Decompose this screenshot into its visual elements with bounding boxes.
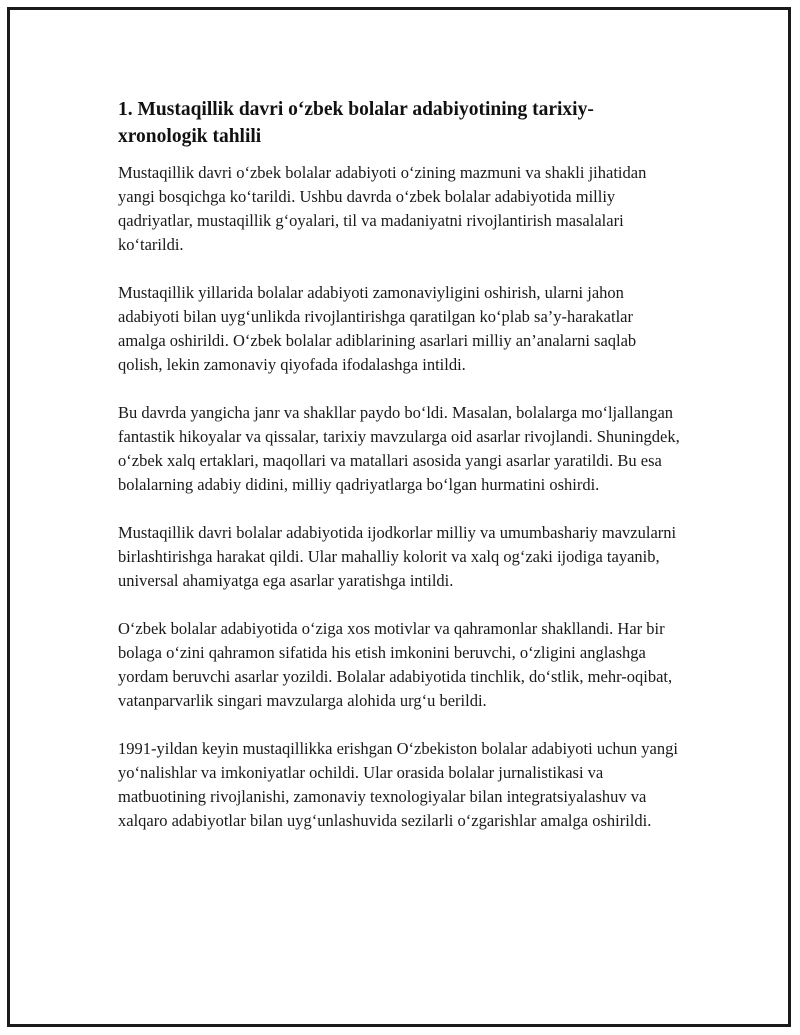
paragraph-6: 1991-yildan keyin mustaqillikka erishgan O‘zbekiston bolalar adabiyoti uchun yangi yo‘nalishlar va imkoniyatlar ochildi. Ular orasida bolalar jurnalistikasi va matbuotining rivojlanishi, zamonaviy texnologiyalar bilan integratsiyalashuv va xalqaro adabiyotlar bilan uyg‘unlashuvida sezilarli o‘zgarishlar amalga oshirildi. (118, 739, 678, 830)
paragraph-2: Mustaqillik yillarida bolalar adabiyoti zamonaviyligini oshirish, ularni jahon adabiyoti bilan uyg‘unlikda rivojlantirishga qaratilgan ko‘plab sa’y-harakatlar amalga oshirildi. O‘zbek bolalar adiblarining asarlari milliy an’analarni saqlab qolish, lekin zamonaviy qiyofada ifodalashga intildi. (118, 283, 637, 374)
document-body (118, 96, 683, 857)
section-heading: 1. Mustaqillik davri o‘zbek bolalar adabiyotining tarixiy-xronologik tahlili (118, 99, 594, 147)
paragraph-1: Mustaqillik davri o‘zbek bolalar adabiyoti o‘zining mazmuni va shakli jihatidan yangi bosqichga ko‘tarildi. Ushbu davrda o‘zbek bolalar adabiyotida milliy qadriyatlar, mustaqillik g‘oyalari, til va madaniyatni rivojlantirish masalalari ko‘tarildi. (118, 163, 647, 254)
paragraph-5: O‘zbek bolalar adabiyotida o‘ziga xos motivlar va qahramonlar shakllandi. Har bir bolaga o‘zini qahramon sifatida his etish imkonini beruvchi, o‘zligini anglashga yordam beruvchi asarlar yozildi. Bolalar adabiyotida tinchlik, do‘stlik, mehr-oqibat, vatanparvarlik singari mavzularga alohida urg‘u berildi. (118, 619, 673, 710)
paragraph-3: Bu davrda yangicha janr va shakllar paydo bo‘ldi. Masalan, bolalarga mo‘ljallangan fantastik hikoyalar va qissalar, tarixiy mavzularga oid asarlar rivojlandi. Shuningdek, o‘zbek xalq ertaklari, maqollari va matallari asosida yangi asarlar yaratildi. Bu esa bolalarning adabiy didini, milliy qadriyatlarga bo‘lgan hurmatini oshirdi. (118, 403, 680, 494)
paragraph-4: Mustaqillik davri bolalar adabiyotida ijodkorlar milliy va umumbashariy mavzularni birlashtirishga harakat qildi. Ular mahalliy kolorit va xalq og‘zaki ijodiga tayanib, universal ahamiyatga ega asarlar yaratishga intildi. (118, 523, 677, 590)
